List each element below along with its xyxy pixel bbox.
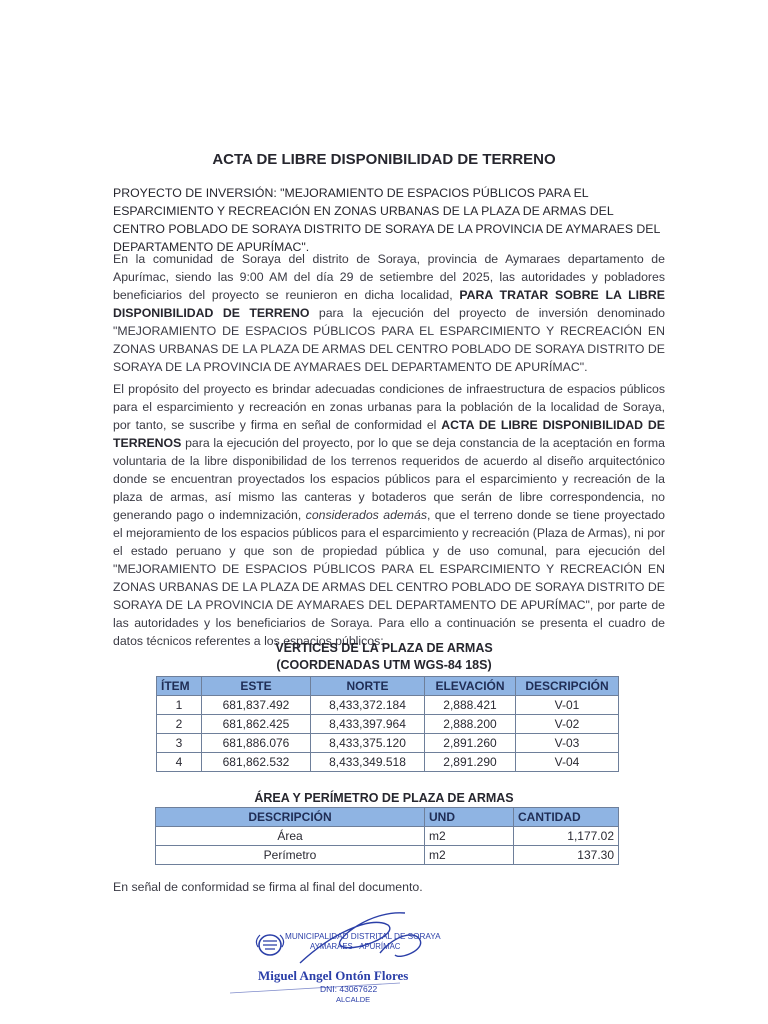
table-cell: 1,177.02 (514, 827, 619, 846)
table-cell: 8,433,375.120 (311, 734, 425, 753)
area-table-title: ÁREA Y PERÍMETRO DE PLAZA DE ARMAS (254, 791, 514, 805)
table-cell: 2,891.290 (425, 753, 516, 772)
stamp-line2: AYMARAES - APURÍMAC (310, 942, 401, 951)
table-cell: V-01 (516, 696, 619, 715)
table-header-row (156, 808, 619, 827)
paragraph-text: para la ejecución del proyecto, por lo que se deja constancia de la aceptación en forma voluntaria de la libre disponibilidad de los terrenos requeridos de acuerdo al diseño arquitectónico donde se encuentran proyectados los espacios públicos para el esparcimiento y recreación de la plaza de armas, así mismo las canteras y botaderos que serán de libre correspondencia, no generando pago o indemnización, (113, 436, 665, 522)
table-row (157, 715, 619, 734)
signer-name: Miguel Angel Ontón Flores (258, 968, 409, 983)
table-row (157, 753, 619, 772)
closing-statement: En señal de conformidad se firma al final del documento. (113, 880, 423, 894)
stamp-line1: MUNICIPALIDAD DISTRITAL DE SORAYA (285, 932, 441, 941)
table-cell: 8,433,349.518 (311, 753, 425, 772)
table-cell: 1 (157, 696, 202, 715)
paragraph-italic-text: considerados además (305, 508, 427, 522)
table-cell: 2 (157, 715, 202, 734)
area-perimeter-table (155, 807, 619, 865)
signer-role: ALCALDE (336, 995, 371, 1004)
table-cell: 681,862.425 (202, 715, 311, 734)
vertices-table (156, 676, 619, 772)
table-cell: V-04 (516, 753, 619, 772)
table-cell: V-02 (516, 715, 619, 734)
signature-stamp (230, 905, 470, 1010)
column-header: UND (425, 808, 514, 827)
table-cell: 681,886.076 (202, 734, 311, 753)
table-cell: m2 (425, 827, 514, 846)
paragraph-bold-text: ACTA DE LIBRE DISPONIBILIDAD DE TERRENOS (113, 418, 665, 450)
paragraph-text: , que el terreno donde se tiene proyectado el mejoramiento de los espacios públicos para el esparcimiento y recreación (Plaza de Armas), ni por el estado peruano y que son de propiedad pública y de uso comunal, para ejecución del "MEJORAMIENTO DE ESPACIOS PÚBLICOS PARA EL ESPARCIMIENTO Y RECREACIÓN EN ZONAS URBANAS DE LA PLAZA DE ARMAS DEL CENTRO POBLADO DE SORAYA DISTRITO DE SORAYA DE LA PROVINCIA DE AYMARAES DEL DEPARTAMENTO DE APURÍMAC", por parte de las autoridades y los beneficiarios de Soraya. Para ello a continuación se presenta el cuadro de datos técnicos referentes a los espacios públicos: (113, 508, 666, 648)
column-header: DESCRIPCIÓN (156, 808, 425, 827)
paragraph-text: El propósito del proyecto es brindar adecuadas condiciones de infraestructura de espacios públicos para el esparcimiento y recreación en zonas urbanas para la población de la localidad de Soraya, por tanto, se suscribe y firma en señal de conformidad el (113, 382, 665, 432)
column-header: ESTE (202, 677, 311, 696)
column-header: ÍTEM (157, 677, 202, 696)
paragraph-bold-text: PARA TRATAR SOBRE LA LIBRE DISPONIBILIDAD DE TERRENO (113, 288, 665, 320)
table-cell: 681,837.492 (202, 696, 311, 715)
table-cell: 137.30 (514, 846, 619, 865)
paragraph-meeting (113, 250, 665, 376)
table-cell: 2,891.260 (425, 734, 516, 753)
table-cell: Área (156, 827, 425, 846)
table-header-row (157, 677, 619, 696)
column-header: ELEVACIÓN (425, 677, 516, 696)
column-header: NORTE (311, 677, 425, 696)
table-cell: 3 (157, 734, 202, 753)
column-header: CANTIDAD (514, 808, 619, 827)
document-title: ACTA DE LIBRE DISPONIBILIDAD DE TERRENO (212, 151, 556, 168)
table-cell: 4 (157, 753, 202, 772)
column-header: DESCRIPCIÓN (516, 677, 619, 696)
signer-dni: DNI: 43067622 (320, 984, 378, 994)
table-cell: V-03 (516, 734, 619, 753)
table-cell: Perímetro (156, 846, 425, 865)
vertices-table-title: VÉRTICES DE LA PLAZA DE ARMAS (275, 641, 493, 655)
table-cell: 681,862.532 (202, 753, 311, 772)
table-row (157, 734, 619, 753)
table-cell: m2 (425, 846, 514, 865)
municipal-emblem-icon (256, 935, 283, 955)
paragraph-text: para la ejecución del proyecto de inversión denominado "MEJORAMIENTO DE ESPACIOS PÚBLICOS PARA EL ESPARCIMIENTO Y RECREACIÓN EN ZONAS URBANAS DE LA PLAZA DE ARMAS DEL CENTRO POBLADO DE SORAYA DISTRITO DE SORAYA DE LA PROVINCIA DE AYMARAES DEL DEPARTAMENTO DE APURÍMAC". (113, 306, 665, 374)
table-cell: 8,433,397.964 (311, 715, 425, 734)
paragraph-text: En la comunidad de Soraya del distrito de Soraya, provincia de Aymaraes departamento de Apurímac, siendo las 9:00 AM del día 29 de setiembre del 2025, las autoridades y pobladores beneficiarios del proyecto se reunieron en dicha localidad, (113, 252, 665, 302)
vertices-table-subtitle: (COORDENADAS UTM WGS-84 18S) (276, 658, 492, 672)
table-cell: 2,888.200 (425, 715, 516, 734)
paragraph-purpose (113, 380, 665, 650)
table-row (156, 827, 619, 846)
project-statement: PROYECTO DE INVERSIÓN: "MEJORAMIENTO DE ESPACIOS PÚBLICOS PARA EL ESPARCIMIENTO Y RECREACIÓN EN ZONAS URBANAS DE LA PLAZA DE ARMAS DEL CENTRO POBLADO DE SORAYA DISTRITO DE SORAYA DE LA PROVINCIA DE AYMARAES DEL DEPARTAMENTO DE APURÍMAC". (113, 186, 660, 254)
table-cell: 2,888.421 (425, 696, 516, 715)
table-cell: 8,433,372.184 (311, 696, 425, 715)
table-row (156, 846, 619, 865)
table-row (157, 696, 619, 715)
